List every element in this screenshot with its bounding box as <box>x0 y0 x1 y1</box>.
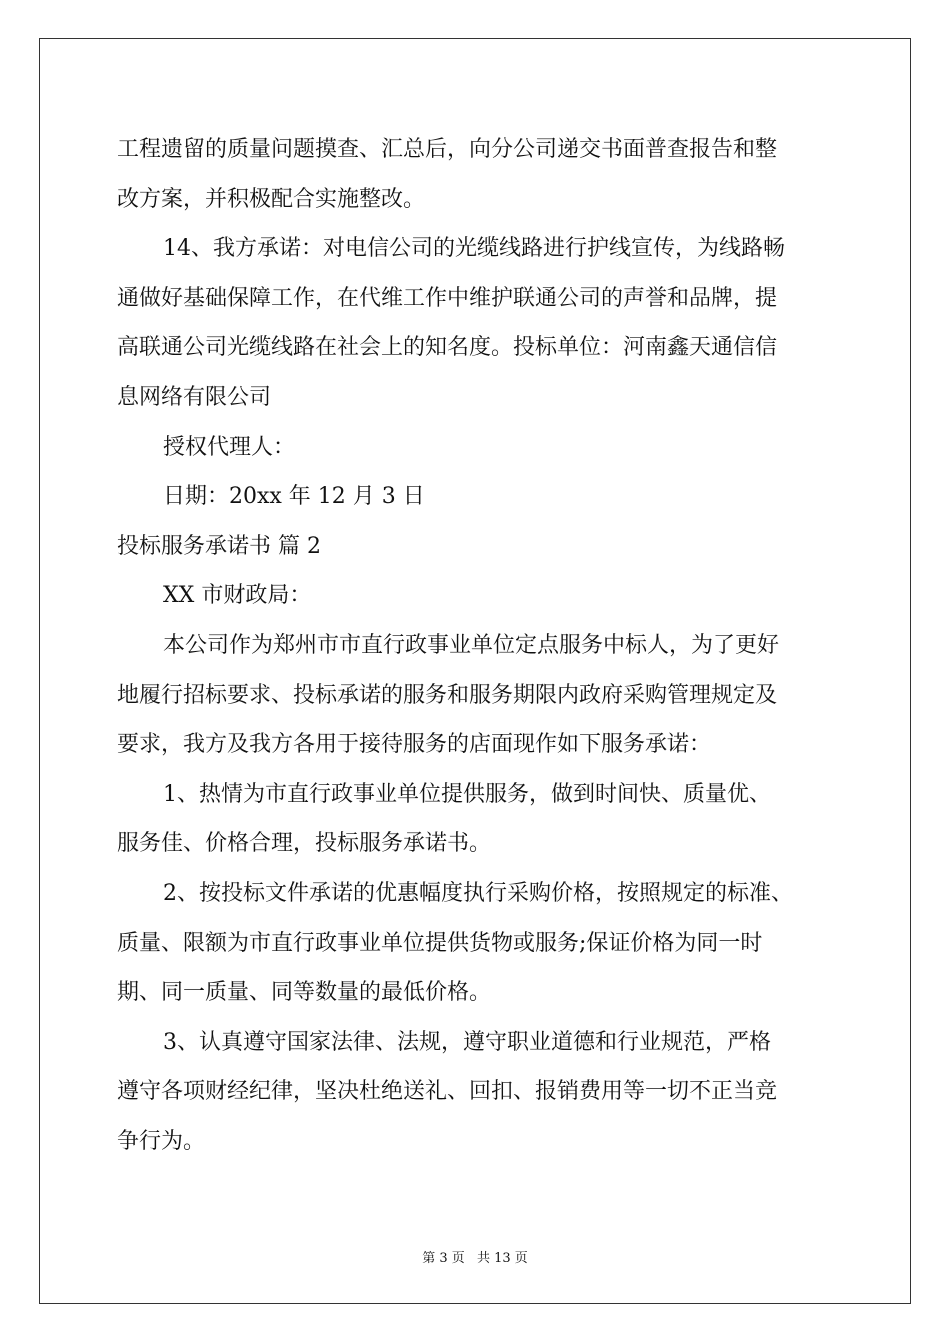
page-total: 共 13 页 <box>476 1251 528 1266</box>
text-line: XX 市财政局： <box>163 583 312 609</box>
text-line: 服务佳、价格合理，投标服务承诺书。 <box>117 831 492 857</box>
text-line: 授权代理人： <box>163 434 296 460</box>
paragraph <box>117 224 837 422</box>
text-line: 高联通公司光缆线路在社会上的知名度。投标单位：河南鑫天通信信 <box>117 335 778 361</box>
text-line: 遵守各项财经纪律，坚决杜绝送礼、回扣、报销费用等一切不正当竞 <box>117 1079 778 1105</box>
text-line: 2、按投标文件承诺的优惠幅度执行采购价格，按照规定的标准、 <box>163 880 793 906</box>
paragraph <box>117 571 837 621</box>
text-line: 息网络有限公司 <box>117 384 272 410</box>
text-line: 改方案，并积极配合实施整改。 <box>117 186 426 212</box>
text-line: 3、认真遵守国家法律、法规，遵守职业道德和行业规范，严格 <box>163 1029 771 1055</box>
paragraph <box>117 869 837 1018</box>
paragraph <box>117 1018 837 1167</box>
text-line: 要求，我方及我方各用于接待服务的店面现作如下服务承诺： <box>117 732 712 758</box>
document-body <box>117 125 837 1166</box>
text-line: 1、热情为市直行政事业单位提供服务，做到时间快、质量优、 <box>163 781 771 807</box>
paragraph <box>117 621 837 770</box>
text-line: 投标服务承诺书 篇 2 <box>117 533 321 559</box>
text-line: 质量、限额为市直行政事业单位提供货物或服务;保证价格为同一时 <box>117 930 763 956</box>
paragraph <box>117 423 837 473</box>
paragraph <box>117 472 837 522</box>
text-line: 日期：20xx 年 12 月 3 日 <box>163 484 425 510</box>
text-line: 工程遗留的质量问题摸查、汇总后，向分公司递交书面普查报告和整 <box>117 137 778 162</box>
text-line: 本公司作为郑州市市直行政事业单位定点服务中标人，为了更好 <box>163 632 780 658</box>
text-line: 14、我方承诺：对电信公司的光缆线路进行护线宣传，为线路畅 <box>163 236 785 262</box>
text-line: 期、同一质量、同等数量的最低价格。 <box>117 980 492 1006</box>
text-line: 通做好基础保障工作，在代维工作中维护联通公司的声誉和品牌，提 <box>117 285 778 311</box>
page-footer <box>0 1247 950 1266</box>
text-line: 争行为。 <box>117 1128 206 1154</box>
page-number: 第 3 页 <box>422 1251 465 1266</box>
paragraph <box>117 770 837 869</box>
text-line: 地履行招标要求、投标承诺的服务和服务期限内政府采购管理规定及 <box>117 682 778 708</box>
paragraph <box>117 125 837 224</box>
paragraph <box>117 522 837 572</box>
